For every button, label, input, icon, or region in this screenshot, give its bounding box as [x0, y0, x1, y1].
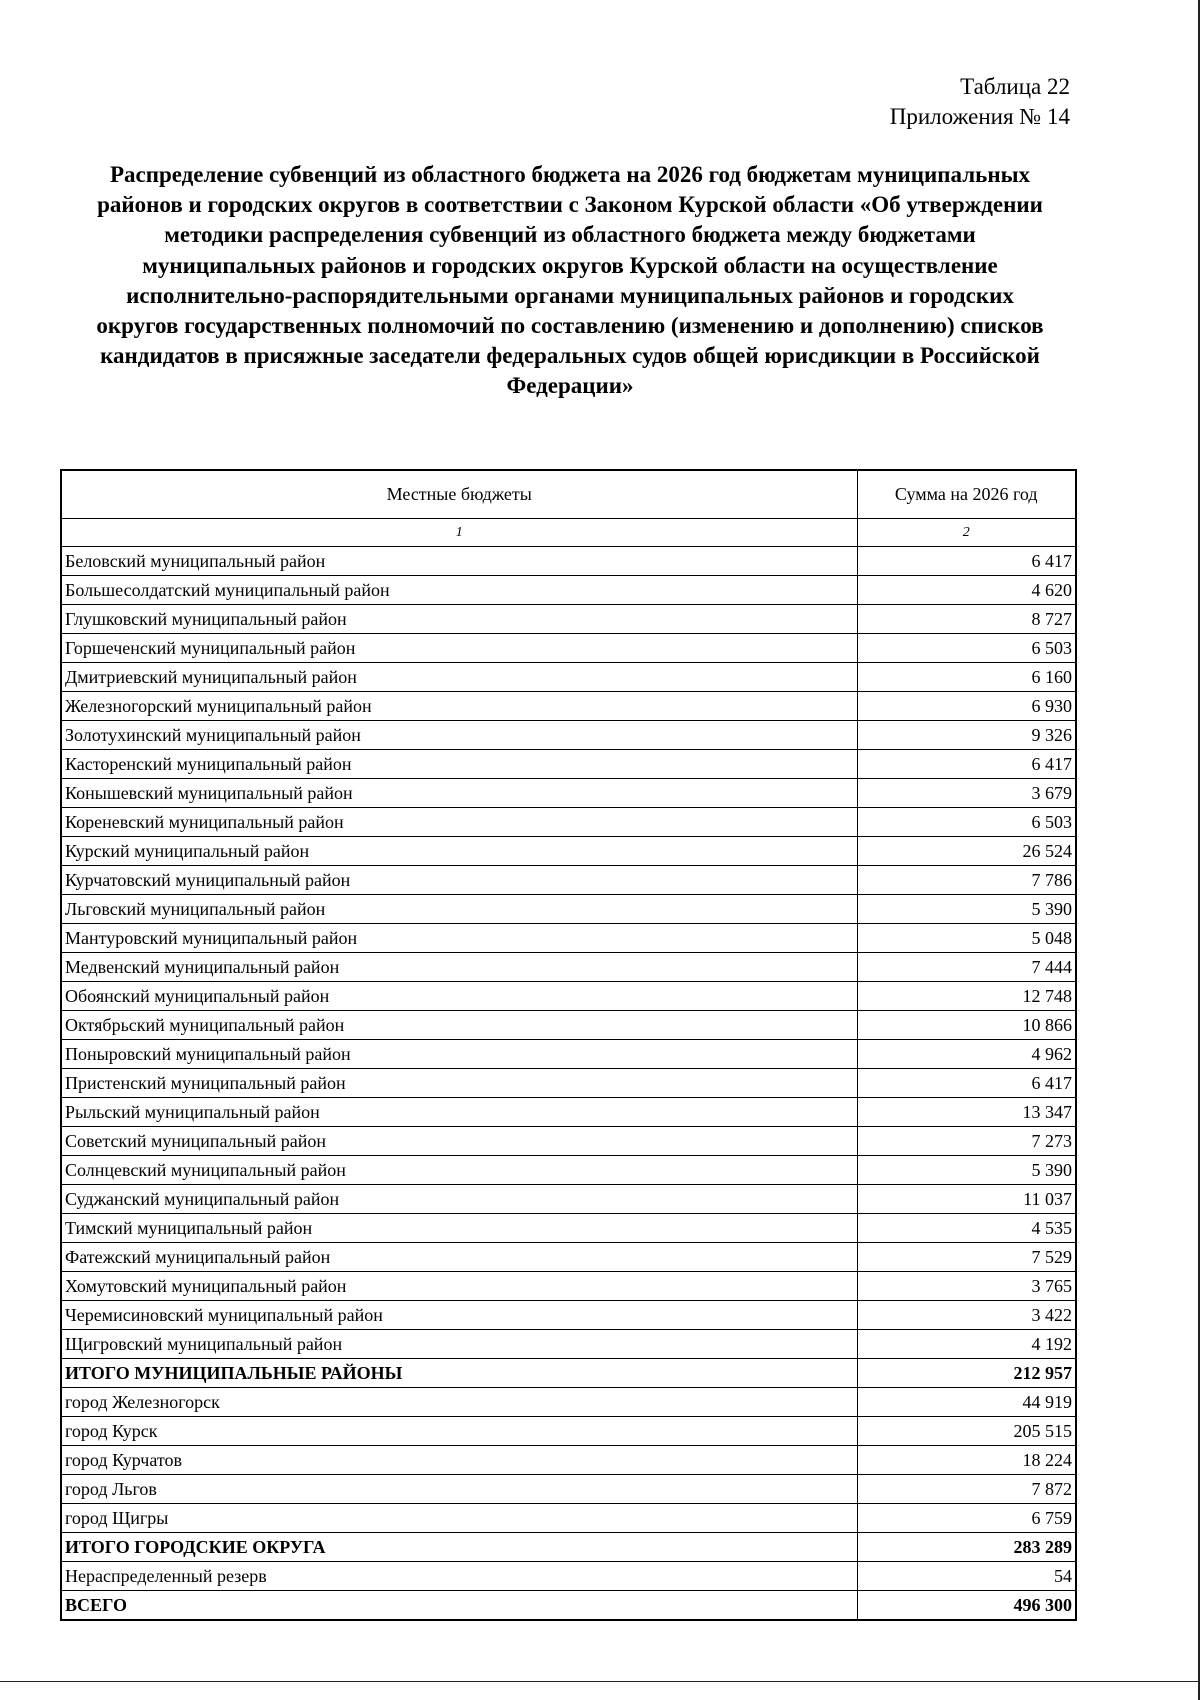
budget-amount: 9 326: [857, 721, 1076, 750]
budget-amount: 6 930: [857, 692, 1076, 721]
table-row: [61, 895, 1076, 924]
table-row: [61, 750, 1076, 779]
title-line: Федерации»: [506, 373, 634, 399]
table-row: [61, 1417, 1076, 1446]
budget-name: Конышевский муниципальный район: [61, 779, 857, 808]
table-row: [61, 1185, 1076, 1214]
budget-amount: 3 765: [857, 1272, 1076, 1301]
budget-name: Хомутовский муниципальный район: [61, 1272, 857, 1301]
budget-name: Горшеченский муниципальный район: [61, 634, 857, 663]
table-row: [61, 1301, 1076, 1330]
title-line: муниципальных районов и городских округов Курской области на осуществление: [142, 252, 998, 278]
budget-name: Обоянский муниципальный район: [61, 982, 857, 1011]
budget-amount: 7 529: [857, 1243, 1076, 1272]
budget-name: город Курчатов: [61, 1446, 857, 1475]
table-row: [61, 866, 1076, 895]
budget-amount: 4 192: [857, 1330, 1076, 1359]
budget-amount: 496 300: [857, 1591, 1076, 1621]
budget-name: ИТОГО МУНИЦИПАЛЬНЫЕ РАЙОНЫ: [61, 1359, 857, 1388]
budget-amount: 10 866: [857, 1011, 1076, 1040]
table-row: [61, 605, 1076, 634]
budget-amount: 26 524: [857, 837, 1076, 866]
budget-amount: 7 273: [857, 1127, 1076, 1156]
budget-name: город Льгов: [61, 1475, 857, 1504]
scan-edge-bottom: [0, 1681, 1200, 1682]
budget-name: Железногорский муниципальный район: [61, 692, 857, 721]
budget-name: Поныровский муниципальный район: [61, 1040, 857, 1069]
budget-table: [60, 469, 1077, 1621]
title-line: кандидатов в присяжные заседатели федеральных судов общей юрисдикции в Российской: [100, 343, 1040, 369]
budget-name: Золотухинский муниципальный район: [61, 721, 857, 750]
budget-amount: 4 620: [857, 576, 1076, 605]
budget-amount: 6 503: [857, 808, 1076, 837]
budget-name: ИТОГО ГОРОДСКИЕ ОКРУГА: [61, 1533, 857, 1562]
table-row: [61, 1330, 1076, 1359]
budget-name: Беловский муниципальный район: [61, 547, 857, 576]
budget-name: Пристенский муниципальный район: [61, 1069, 857, 1098]
appendix-number: Приложения № 14: [889, 104, 1070, 129]
budget-amount: 212 957: [857, 1359, 1076, 1388]
table-row: [61, 1098, 1076, 1127]
table-total-row: [61, 1533, 1076, 1562]
budget-amount: 11 037: [857, 1185, 1076, 1214]
budget-amount: 6 417: [857, 1069, 1076, 1098]
budget-amount: 54: [857, 1562, 1076, 1591]
table-row: [61, 1475, 1076, 1504]
budget-name: Дмитриевский муниципальный район: [61, 663, 857, 692]
header-sum-2026: Сумма на 2026 год: [857, 470, 1076, 519]
budget-amount: 4 962: [857, 1040, 1076, 1069]
table-row: [61, 779, 1076, 808]
table-row: [61, 1243, 1076, 1272]
budget-amount: 5 048: [857, 924, 1076, 953]
budget-name: Суджанский муниципальный район: [61, 1185, 857, 1214]
column-number-1: 1: [61, 519, 857, 547]
budget-name: Касторенский муниципальный район: [61, 750, 857, 779]
budget-name: Глушковский муниципальный район: [61, 605, 857, 634]
budget-name: Льговский муниципальный район: [61, 895, 857, 924]
budget-amount: 13 347: [857, 1098, 1076, 1127]
budget-table-body: [61, 470, 1076, 1620]
budget-amount: 6 417: [857, 547, 1076, 576]
budget-name: ВСЕГО: [61, 1591, 857, 1621]
budget-amount: 3 679: [857, 779, 1076, 808]
budget-name: Черемисиновский муниципальный район: [61, 1301, 857, 1330]
table-row: [61, 692, 1076, 721]
table-number: Таблица 22: [960, 74, 1070, 99]
table-row: [61, 721, 1076, 750]
table-row: [61, 1562, 1076, 1591]
budget-amount: 283 289: [857, 1533, 1076, 1562]
budget-amount: 6 417: [857, 750, 1076, 779]
budget-name: Фатежский муниципальный район: [61, 1243, 857, 1272]
budget-name: Тимский муниципальный район: [61, 1214, 857, 1243]
budget-name: Щигровский муниципальный район: [61, 1330, 857, 1359]
table-row: [61, 1011, 1076, 1040]
table-row: [61, 808, 1076, 837]
budget-amount: 44 919: [857, 1388, 1076, 1417]
title-line: округов государственных полномочий по составлению (изменению и дополнению) списков: [96, 313, 1044, 339]
table-row: [61, 1156, 1076, 1185]
title-line: Распределение субвенций из областного бюджета на 2026 год бюджетам муниципальных: [109, 162, 1031, 187]
table-header-row: [61, 470, 1076, 519]
budget-name: город Щигры: [61, 1504, 857, 1533]
table-row: [61, 1388, 1076, 1417]
budget-amount: 18 224: [857, 1446, 1076, 1475]
table-row: [61, 924, 1076, 953]
budget-amount: 5 390: [857, 1156, 1076, 1185]
table-row: [61, 982, 1076, 1011]
budget-name: город Курск: [61, 1417, 857, 1446]
table-row: [61, 1069, 1076, 1098]
title-line: методики распределения субвенций из областного бюджета между бюджетами: [164, 222, 976, 248]
table-total-row: [61, 1359, 1076, 1388]
budget-amount: 4 535: [857, 1214, 1076, 1243]
table-row: [61, 1040, 1076, 1069]
table-row: [61, 1504, 1076, 1533]
table-row: [61, 1127, 1076, 1156]
table-row: [61, 547, 1076, 576]
column-number-2: 2: [857, 519, 1076, 547]
header-local-budgets: Местные бюджеты: [61, 470, 857, 519]
budget-name: Курчатовский муниципальный район: [61, 866, 857, 895]
column-number-row: [61, 519, 1076, 547]
budget-name: Мантуровский муниципальный район: [61, 924, 857, 953]
budget-amount: 6 759: [857, 1504, 1076, 1533]
budget-amount: 6 503: [857, 634, 1076, 663]
budget-name: Рыльский муниципальный район: [61, 1098, 857, 1127]
table-total-row: [61, 1591, 1076, 1621]
table-reference: [890, 72, 1070, 132]
budget-amount: 6 160: [857, 663, 1076, 692]
table-row: [61, 1214, 1076, 1243]
budget-name: город Железногорск: [61, 1388, 857, 1417]
budget-amount: 3 422: [857, 1301, 1076, 1330]
budget-name: Советский муниципальный район: [61, 1127, 857, 1156]
budget-name: Нераспределенный резерв: [61, 1562, 857, 1591]
budget-name: Октябрьский муниципальный район: [61, 1011, 857, 1040]
table-row: [61, 953, 1076, 982]
budget-name: Медвенский муниципальный район: [61, 953, 857, 982]
table-row: [61, 1272, 1076, 1301]
budget-amount: 7 786: [857, 866, 1076, 895]
budget-name: Курский муниципальный район: [61, 837, 857, 866]
document-title: [60, 160, 1080, 402]
budget-amount: 205 515: [857, 1417, 1076, 1446]
budget-name: Большесолдатский муниципальный район: [61, 576, 857, 605]
budget-name: Кореневский муниципальный район: [61, 808, 857, 837]
table-row: [61, 576, 1076, 605]
budget-amount: 7 444: [857, 953, 1076, 982]
budget-amount: 12 748: [857, 982, 1076, 1011]
title-line: исполнительно-распорядительными органами муниципальных районов и городских: [126, 282, 1014, 308]
title-line: районов и городских округов в соответствии с Законом Курской области «Об утверждении: [97, 192, 1043, 218]
table-row: [61, 837, 1076, 866]
table-row: [61, 634, 1076, 663]
budget-amount: 5 390: [857, 895, 1076, 924]
budget-amount: 7 872: [857, 1475, 1076, 1504]
table-row: [61, 663, 1076, 692]
budget-amount: 8 727: [857, 605, 1076, 634]
budget-name: Солнцевский муниципальный район: [61, 1156, 857, 1185]
table-row: [61, 1446, 1076, 1475]
